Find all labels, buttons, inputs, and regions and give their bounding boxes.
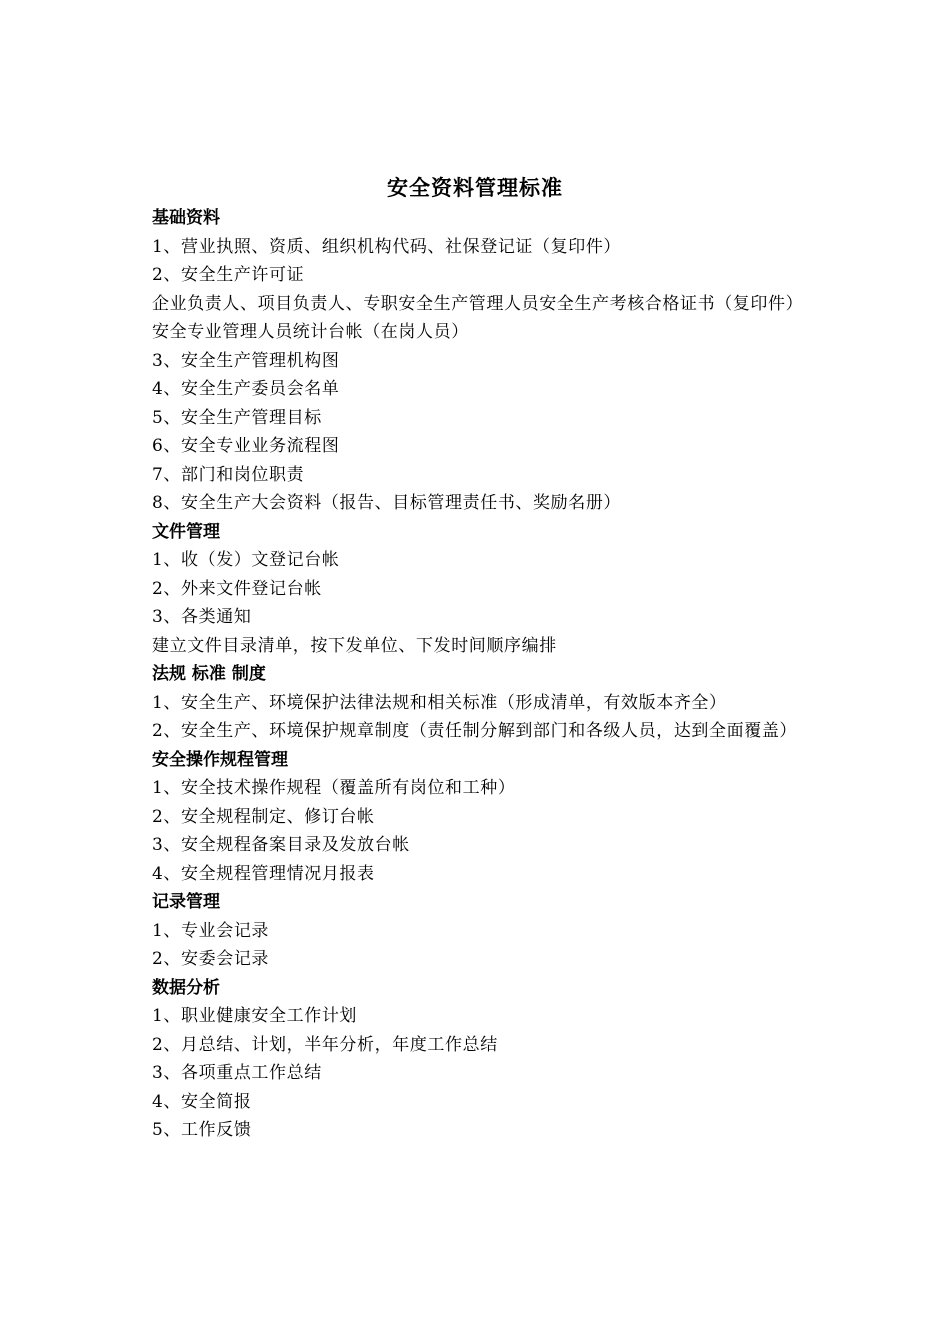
list-item: 2、安全生产许可证 xyxy=(152,265,305,285)
list-item: 1、营业执照、资质、组织机构代码、社保登记证（复印件） xyxy=(152,236,622,257)
list-item: 2、安委会记录 xyxy=(152,949,270,969)
list-item: 企业负责人、项目负责人、专职安全生产管理人员安全生产考核合格证书（复印件） xyxy=(152,293,804,314)
list-item: 7、部门和岗位职责 xyxy=(152,464,305,485)
section-heading: 数据分析 xyxy=(152,977,220,998)
list-item: 安全专业管理人员统计台帐（在岗人员） xyxy=(152,322,469,342)
list-item: 2、安全生产、环境保护规章制度（责任制分解到部门和各级人员，达到全面覆盖） xyxy=(152,721,798,741)
list-item: 8、安全生产大会资料（报告、目标管理责任书、奖励名册） xyxy=(152,493,622,513)
list-item: 3、各类通知 xyxy=(152,607,252,627)
list-item: 4、安全生产委员会名单 xyxy=(152,379,340,399)
list-item: 1、收（发）文登记台帐 xyxy=(152,550,340,570)
section-heading: 安全操作规程管理 xyxy=(152,749,288,770)
list-item: 1、安全生产、环境保护法律法规和相关标准（形成清单，有效版本齐全） xyxy=(152,692,727,713)
list-item: 3、安全规程备案目录及发放台帐 xyxy=(152,835,410,855)
list-item: 建立文件目录清单，按下发单位、下发时间顺序编排 xyxy=(152,635,557,656)
list-item: 3、安全生产管理机构图 xyxy=(152,350,340,371)
section-heading: 法规 标准 制度 xyxy=(152,664,266,684)
list-item: 2、月总结、计划，半年分析，年度工作总结 xyxy=(152,1034,498,1055)
document-body xyxy=(114,204,840,1145)
section-heading: 基础资料 xyxy=(152,208,220,228)
list-item: 5、安全生产管理目标 xyxy=(152,407,322,428)
list-item: 5、工作反馈 xyxy=(152,1120,252,1140)
list-item: 4、安全简报 xyxy=(152,1091,252,1112)
list-item: 3、各项重点工作总结 xyxy=(152,1063,322,1083)
document-title: 安全资料管理标准 xyxy=(387,176,563,200)
list-item: 1、职业健康安全工作计划 xyxy=(152,1006,358,1026)
list-item: 1、专业会记录 xyxy=(152,920,270,941)
section-heading: 文件管理 xyxy=(152,521,220,542)
list-item: 4、安全规程管理情况月报表 xyxy=(152,863,375,884)
section-heading: 记录管理 xyxy=(152,892,220,912)
list-item: 6、安全专业业务流程图 xyxy=(152,436,340,456)
list-item: 1、安全技术操作规程（覆盖所有岗位和工种） xyxy=(152,778,516,798)
list-item: 2、外来文件登记台帐 xyxy=(152,578,322,599)
list-item: 2、安全规程制定、修订台帐 xyxy=(152,806,375,827)
